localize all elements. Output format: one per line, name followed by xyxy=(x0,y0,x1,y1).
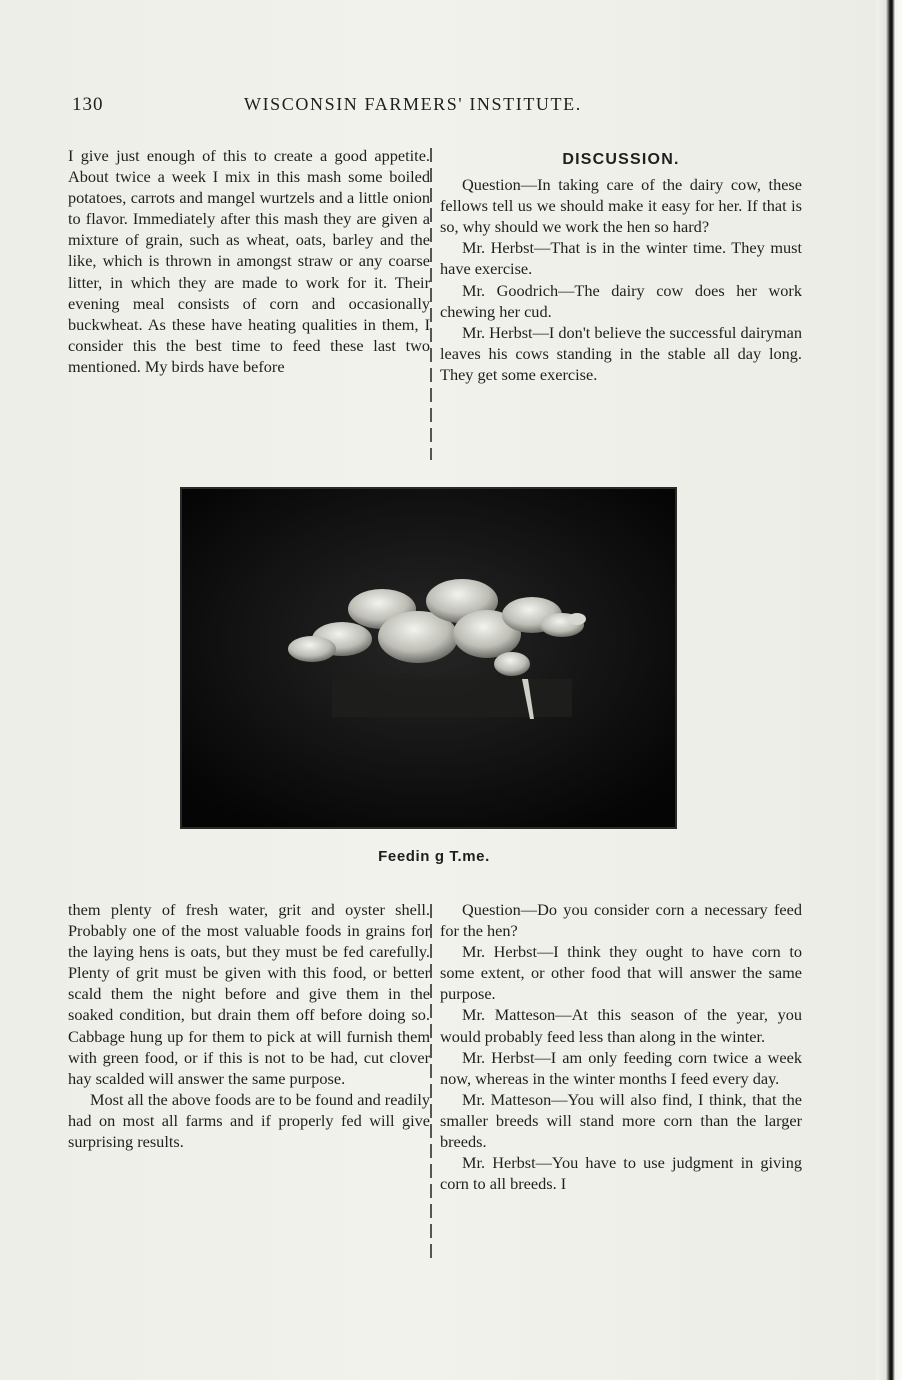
figure-caption: Feedin g T.me. xyxy=(378,848,490,865)
page-binding-edge xyxy=(876,0,902,1380)
paragraph: Mr. Goodrich—The dairy cow does her work chewing her cud. xyxy=(440,280,802,321)
paragraph: Mr. Herbst—I am only feeding corn twice a week now, whereas in the winter months I feed every day. xyxy=(440,1047,802,1088)
page-header xyxy=(72,94,802,120)
left-column-top xyxy=(68,145,430,377)
paragraph: Mr. Herbst—You have to use judgment in giving corn to all breeds. I xyxy=(440,1153,802,1194)
paragraph: Most all the above foods are to be found and readily had on most all farms and if properly fed will give surprising results. xyxy=(68,1089,430,1152)
right-column-bottom xyxy=(440,899,802,1194)
paragraph: Mr. Herbst—That is in the winter time. They must have exercise. xyxy=(440,238,802,279)
paragraph: Mr. Matteson—At this season of the year, you would probably feed less than along in the winter. xyxy=(440,1005,802,1046)
column-divider-bottom xyxy=(430,904,432,1259)
paragraph: Question—In taking care of the dairy cow, these fellows tell us we should make it easy for her. If that is so, why should we work the hen so hard? xyxy=(440,175,802,237)
right-column-top xyxy=(440,145,802,385)
paragraph: Mr. Herbst—I think they ought to have corn to some extent, or other food that will answer the same purpose. xyxy=(440,942,802,1004)
paragraph: Question—Do you consider corn a necessary feed for the hen? xyxy=(440,900,802,941)
paragraph: them plenty of fresh water, grit and oyster shell. Probably one of the most valuable foods in grains for the laying hens is oats, but they must be fed carefully. Plenty of grit must be given with this food, or better scald them the night before and give them in the soaked condition, but drain them off before doing so. Cabbage hung up for them to pick at will furnish them with green food, or if this is not to be had, cut clover hay scalded will answer the same purpose. xyxy=(68,900,430,1088)
paragraph: Mr. Matteson—You will also find, I think, that the smaller breeds will stand more corn than the larger breeds. xyxy=(440,1089,802,1152)
column-divider-top xyxy=(430,148,432,460)
chickens-photo-image xyxy=(182,489,675,827)
paragraph: I give just enough of this to create a good appetite. About twice a week I mix in this mash some boiled potatoes, carrots and mangel wurtzels and a little onion to flavor. Immediately after this mash they are given a mixture of grain, such as wheat, oats, barley and the like, which is thrown in amongst straw or any coarse litter, in which they are made to work for it. Their evening meal consists of corn and occasionally buckwheat. As these have heating qualities in them, I consider this the best time to feed these last two mentioned. My birds have before xyxy=(68,146,430,376)
discussion-heading: DISCUSSION. xyxy=(562,151,680,168)
running-title: WISCONSIN FARMERS' INSTITUTE. xyxy=(244,94,582,114)
left-column-bottom xyxy=(68,899,430,1152)
paragraph: Mr. Herbst—I don't believe the successful dairyman leaves his cows standing in the stable all day long. They get some exercise. xyxy=(440,322,802,384)
feeding-time-photo xyxy=(180,487,677,829)
page-number: 130 xyxy=(72,94,104,115)
